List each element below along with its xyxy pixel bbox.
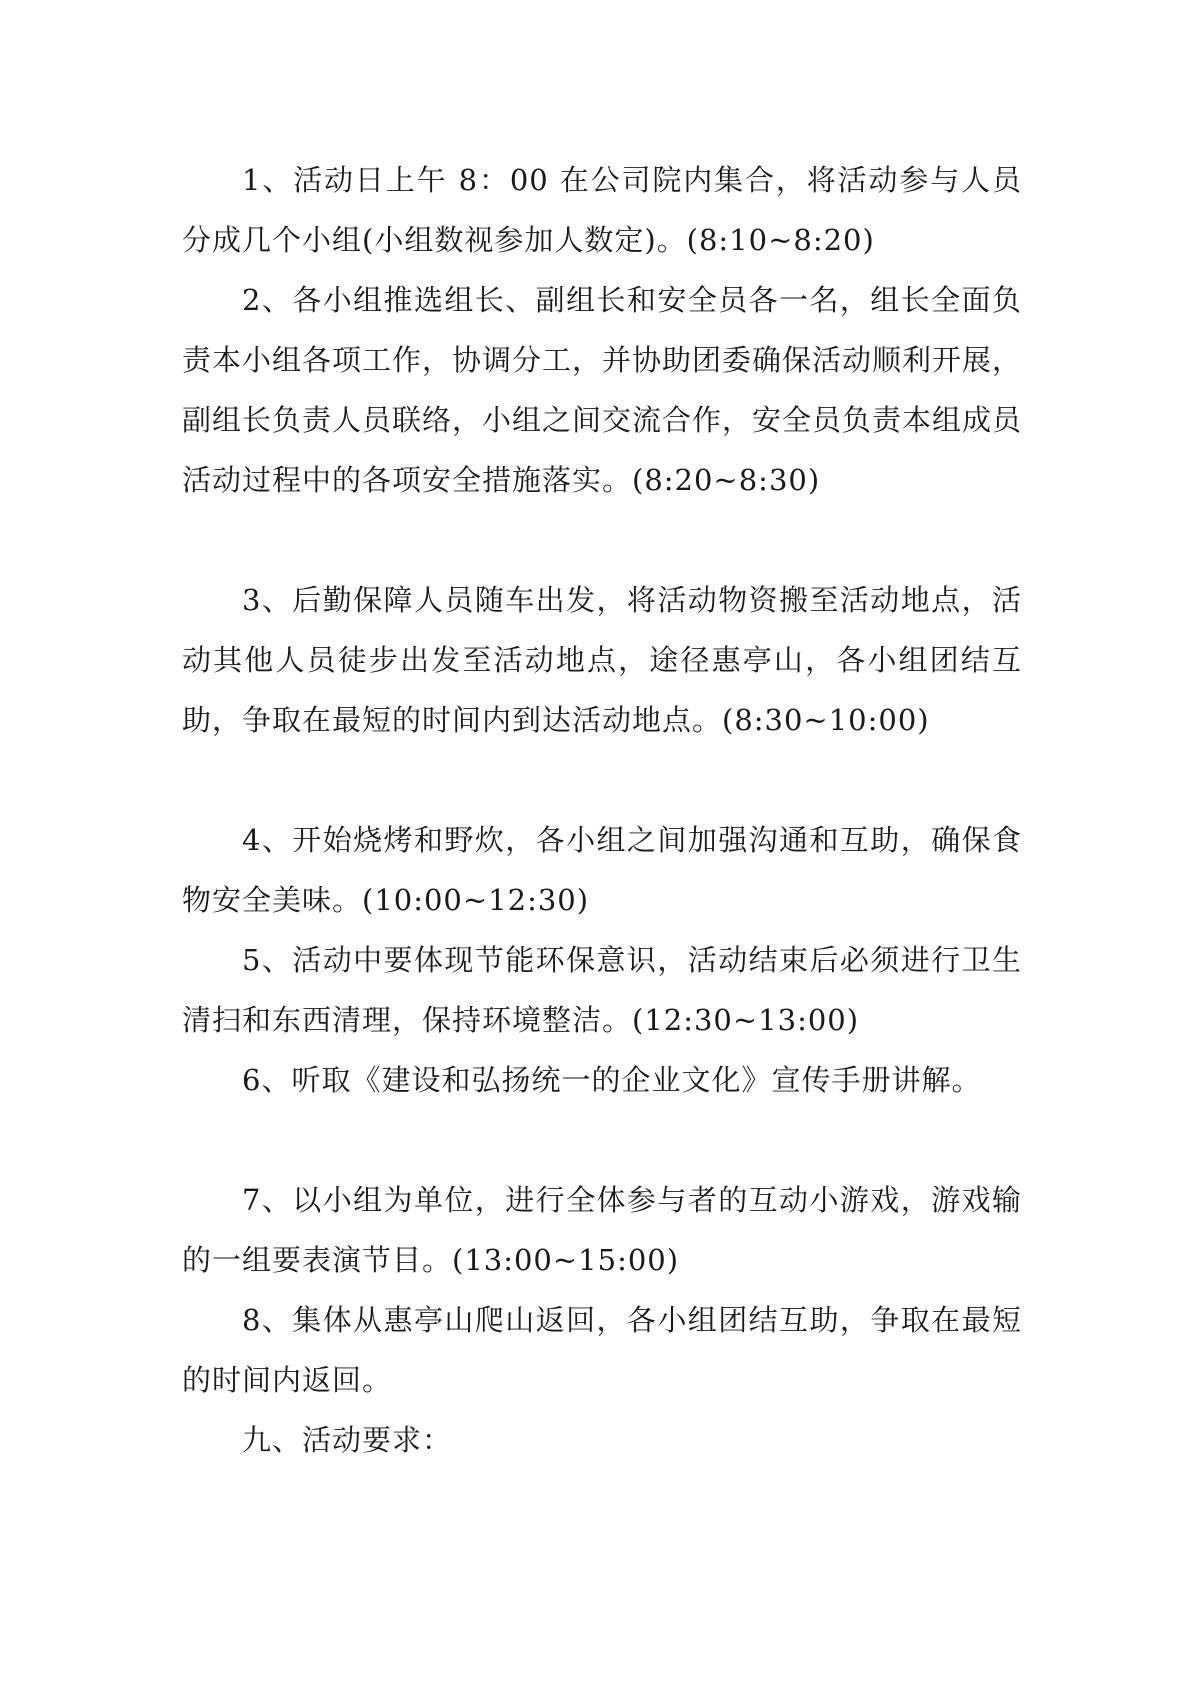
paragraph-7: 7、以小组为单位，进行全体参与者的互动小游戏，游戏输的一组要表演节目。(13:00~15:00) [182,1183,1022,1277]
paragraph-1: 1、活动日上午 8：00 在公司院内集合，将活动参与人员分成几个小组(小组数视参加人数定)。(8:10~8:20) [182,163,1022,257]
paragraph-6: 6、听取《建设和弘扬统一的企业文化》宣传手册讲解。 [242,1063,982,1097]
paragraph-4: 4、开始烧烤和野炊，各小组之间加强沟通和互助，确保食物安全美味。(10:00~12:30) [182,823,1022,917]
section-heading-requirements: 九、活动要求： [242,1423,453,1457]
paragraph-3: 3、后勤保障人员随车出发，将活动物资搬至活动地点，活动其他人员徒步出发至活动地点，途径惠亭山，各小组团结互助，争取在最短的时间内到达活动地点。(8:30~10:00) [182,583,1022,737]
paragraph-8: 8、集体从惠亭山爬山返回，各小组团结互助，争取在最短的时间内返回。 [182,1303,1022,1397]
paragraph-2: 2、各小组推选组长、副组长和安全员各一名，组长全面负责本小组各项工作，协调分工，并协助团委确保活动顺利开展，副组长负责人员联络，小组之间交流合作，安全员负责本组成员活动过程中的各项安全措施落实。(8:20~8:30) [182,283,1023,497]
document-page [182,150,1022,1470]
paragraph-5: 5、活动中要体现节能环保意识，活动结束后必须进行卫生清扫和东西清理，保持环境整洁。(12:30~13:00) [182,943,1022,1037]
